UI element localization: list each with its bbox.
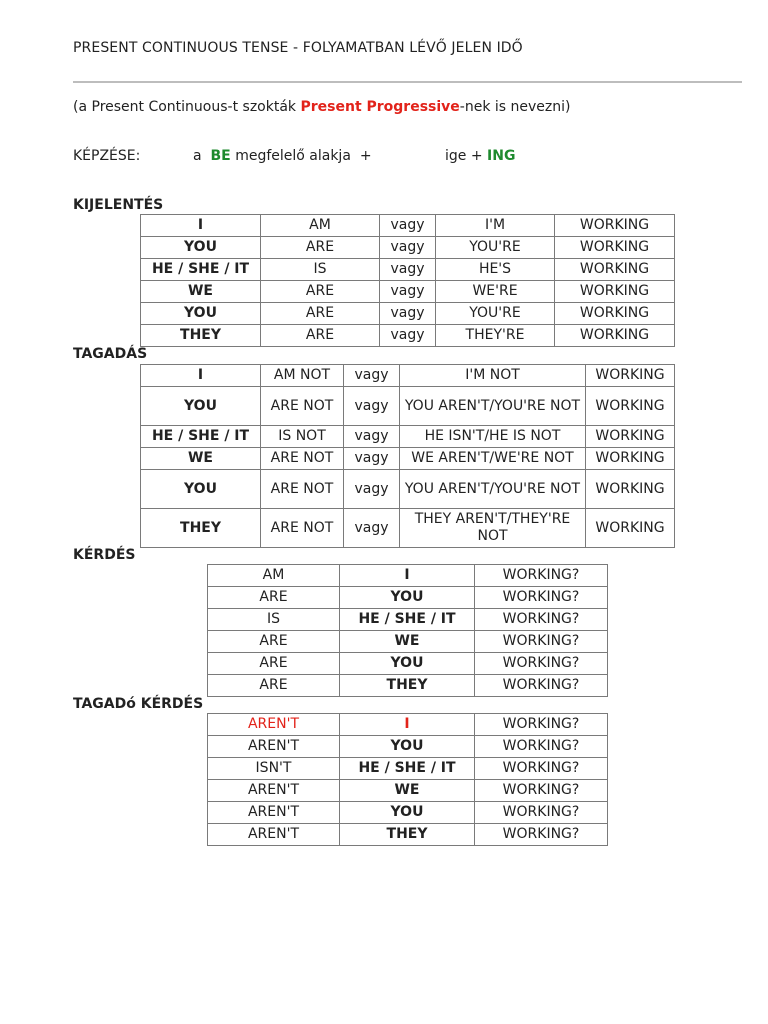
table-cell: vagy [380,237,436,259]
table-row [141,509,675,548]
formation-be: BE [210,148,231,164]
table-cell: WORKING [555,303,675,325]
table-cell: YOU [340,653,475,675]
table-cell: YOU [141,470,261,509]
table-cell: THEY AREN'T/THEY'RE NOT [400,509,586,548]
table-cell: YOU'RE [436,303,555,325]
table-row [141,470,675,509]
note-pre: (a Present Continuous-t szokták [73,99,301,115]
table-cell: YOU'RE [436,237,555,259]
table-row [208,631,608,653]
formation-ing: ING [487,148,516,164]
table-cell: ARE [261,303,380,325]
formation-plus: + [359,148,372,164]
table-cell: HE / SHE / IT [340,609,475,631]
table-cell: ARE [208,587,340,609]
negative-table [140,364,675,548]
affirmative-heading: KIJELENTÉS [73,197,164,213]
table-cell: I [141,365,261,387]
table-cell: WE AREN'T/WE'RE NOT [400,448,586,470]
table-row [141,303,675,325]
note-highlight: Present Progressive [300,99,460,115]
table-row [141,237,675,259]
table-cell: IS [261,259,380,281]
formation-a: a [193,148,202,164]
table-cell: vagy [344,509,400,548]
table-cell: WORKING? [475,565,608,587]
table-cell: YOU AREN'T/YOU'RE NOT [400,387,586,426]
table-cell: WORKING [586,365,675,387]
table-cell: I [340,714,475,736]
table-cell: vagy [344,365,400,387]
table-cell: WORKING? [475,587,608,609]
table-cell: HE / SHE / IT [141,259,261,281]
table-cell: HE ISN'T/HE IS NOT [400,426,586,448]
formation-form: megfelelő alakja [235,148,351,164]
question-table [207,564,608,697]
table-cell: WORKING [555,259,675,281]
table-row [208,802,608,824]
table-row [208,587,608,609]
table-cell: ARE [208,653,340,675]
table-cell: YOU [141,303,261,325]
table-cell: vagy [380,259,436,281]
table-cell: WORKING? [475,631,608,653]
table-cell: AREN'T [208,736,340,758]
table-row [141,448,675,470]
table-cell: vagy [380,281,436,303]
divider [73,81,742,83]
table-cell: YOU [340,802,475,824]
table-cell: WORKING? [475,802,608,824]
table-cell: vagy [344,387,400,426]
table-row [208,653,608,675]
table-cell: AM [208,565,340,587]
table-cell: WORKING? [475,824,608,846]
table-row [141,281,675,303]
table-cell: vagy [380,325,436,347]
table-cell: WORKING [586,387,675,426]
table-cell: ISN'T [208,758,340,780]
table-row [141,426,675,448]
table-cell: WE [340,780,475,802]
table-row [208,736,608,758]
table-cell: YOU [340,587,475,609]
table-cell: WORKING? [475,780,608,802]
table-row [208,675,608,697]
table-cell: ARE NOT [261,509,344,548]
note-line [73,99,570,115]
table-cell: THEY [340,824,475,846]
table-row [208,780,608,802]
table-cell: ARE [261,325,380,347]
formation-ige: ige + [445,148,483,164]
table-cell: YOU [141,387,261,426]
table-cell: WORKING? [475,653,608,675]
table-cell: WORKING [586,426,675,448]
table-cell: WORKING [555,215,675,237]
question-heading: KÉRDÉS [73,547,136,563]
table-cell: WORKING [555,281,675,303]
table-cell: WORKING? [475,714,608,736]
negative-question-heading: TAGADó KÉRDÉS [73,696,204,712]
table-cell: HE / SHE / IT [340,758,475,780]
table-cell: vagy [380,303,436,325]
table-cell: WORKING [555,325,675,347]
table-cell: vagy [344,448,400,470]
table-cell: WORKING? [475,736,608,758]
table-row [141,215,675,237]
table-row [208,758,608,780]
table-cell: AM [261,215,380,237]
table-cell: AM NOT [261,365,344,387]
table-cell: THEY [141,509,261,548]
table-cell: I'M [436,215,555,237]
table-row [208,609,608,631]
table-cell: WORKING [555,237,675,259]
table-cell: WORKING? [475,758,608,780]
table-cell: I'M NOT [400,365,586,387]
table-cell: WE [141,281,261,303]
table-row [141,325,675,347]
table-cell: I [340,565,475,587]
table-cell: ARE [261,237,380,259]
table-cell: ARE [208,631,340,653]
table-cell: IS NOT [261,426,344,448]
table-cell: THEY [340,675,475,697]
formation-formula [193,148,372,164]
table-row [208,824,608,846]
negative-question-table [207,713,608,846]
table-row [208,714,608,736]
table-cell: ARE [208,675,340,697]
table-row [141,387,675,426]
table-cell: WORKING? [475,675,608,697]
table-cell: WORKING [586,509,675,548]
table-cell: YOU [141,237,261,259]
table-cell: ARE NOT [261,470,344,509]
table-cell: vagy [380,215,436,237]
table-row [208,565,608,587]
table-cell: ARE NOT [261,448,344,470]
table-cell: I [141,215,261,237]
table-cell: IS [208,609,340,631]
table-cell: ARE NOT [261,387,344,426]
formation-label: KÉPZÉSE: [73,148,141,164]
table-cell: AREN'T [208,824,340,846]
page-title: PRESENT CONTINUOUS TENSE - FOLYAMATBAN LÉVŐ JELEN IDŐ [73,40,523,56]
table-cell: AREN'T [208,714,340,736]
table-cell: HE'S [436,259,555,281]
table-cell: ARE [261,281,380,303]
table-cell: WE [141,448,261,470]
table-cell: YOU [340,736,475,758]
table-cell: vagy [344,426,400,448]
table-cell: YOU AREN'T/YOU'RE NOT [400,470,586,509]
table-cell: HE / SHE / IT [141,426,261,448]
affirmative-table [140,214,675,347]
table-row [141,365,675,387]
negative-heading: TAGADÁS [73,346,148,362]
table-cell: THEY'RE [436,325,555,347]
table-cell: AREN'T [208,802,340,824]
table-cell: WE'RE [436,281,555,303]
table-cell: WORKING [586,470,675,509]
table-cell: WE [340,631,475,653]
table-cell: WORKING [586,448,675,470]
table-cell: AREN'T [208,780,340,802]
table-row [141,259,675,281]
table-cell: WORKING? [475,609,608,631]
formation-verb [445,148,515,164]
table-cell: THEY [141,325,261,347]
note-post: -nek is nevezni) [459,99,571,115]
table-cell: vagy [344,470,400,509]
